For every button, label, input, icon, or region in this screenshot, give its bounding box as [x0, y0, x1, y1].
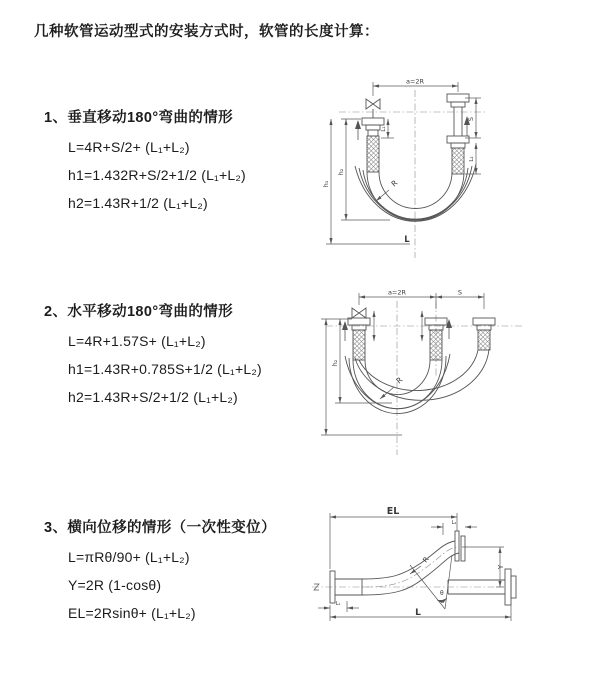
original-position-fitting [448, 569, 516, 605]
section-vertical-movement [44, 106, 246, 217]
dim-label-l2: L₂ [451, 520, 457, 526]
dim-label-h1: h₁ [322, 180, 330, 188]
fixed-end-fitting [362, 118, 384, 172]
angle-construction [410, 555, 452, 609]
centerlines [339, 90, 487, 258]
valve-icon [366, 99, 380, 118]
dim-label-h2: h₂ [331, 359, 339, 367]
section-1-heading: 1、垂直移动180°弯曲的情形 [44, 110, 234, 126]
section-2-heading: 2、水平移动180°弯曲的情形 [44, 304, 234, 320]
formula-line: Y=2R (1-cosθ) [68, 577, 162, 593]
formula-line: h2=1.43R+1/2 (L₁+L₂) [68, 195, 208, 211]
fixed-end-fitting [348, 318, 370, 360]
formula-line: L=πRθ/90+ (L₁+L₂) [68, 549, 190, 565]
dim-label-s: S [467, 116, 475, 122]
dim-label-l: L [404, 235, 410, 245]
diagram-horizontal-180-bend [312, 283, 592, 463]
section-3-heading: 3、横向位移的情形（一次性变位） [44, 520, 276, 536]
upper-flange-fitting [455, 531, 465, 561]
dim-label-l: L [415, 608, 421, 618]
formula-line: h1=1.43R+0.785S+1/2 (L₁+L₂) [68, 361, 262, 377]
page-title: 几种软管运动型式的安装方式时，软管的长度计算： [34, 24, 379, 40]
dim-label-s: S [457, 288, 463, 297]
dim-label-r: R [421, 555, 431, 565]
dim-label-l2: L₂ [469, 156, 475, 162]
diagram-lateral-displacement [300, 505, 600, 655]
section-lateral-displacement [44, 516, 276, 627]
hose-arcs-far-position [355, 349, 489, 400]
diagram-vertical-180-bend [315, 72, 585, 262]
moving-end-fitting [447, 94, 469, 174]
section-1-formulas [68, 133, 246, 217]
section-3-formulas [68, 543, 276, 627]
formula-line: h1=1.432R+S/2+1/2 (L₁+L₂) [68, 167, 246, 183]
formula-line: L=4R+1.57S+ (L₁+L₂) [68, 333, 206, 349]
section-2-formulas [68, 327, 262, 411]
centerlines [312, 547, 496, 587]
moving-end-fitting-far [473, 318, 495, 350]
dim-label-span: a=2R [387, 288, 407, 297]
valve-icon [352, 308, 366, 318]
formula-line: EL=2Rsinθ+ (L₁+L₂) [68, 605, 196, 621]
dim-label-y: Y [497, 564, 505, 570]
centerlines [326, 301, 522, 455]
dim-label-l1: L₁ [335, 601, 341, 607]
section-horizontal-movement [44, 300, 262, 411]
formula-line: L=4R+S/2+ (L₁+L₂) [68, 139, 190, 155]
dim-label-r: R [394, 375, 405, 386]
dim-label-span: a=2R [405, 77, 425, 86]
dim-label-l1: L₁ [381, 126, 387, 132]
dimension-labels [336, 506, 505, 618]
formula-line: h2=1.43R+S/2+1/2 (L₁+L₂) [68, 389, 238, 405]
dim-label-theta: θ [440, 590, 444, 597]
dim-label-el: EL [386, 506, 400, 517]
dim-label-r: R [389, 178, 400, 189]
dim-label-h2: h₂ [337, 168, 345, 176]
